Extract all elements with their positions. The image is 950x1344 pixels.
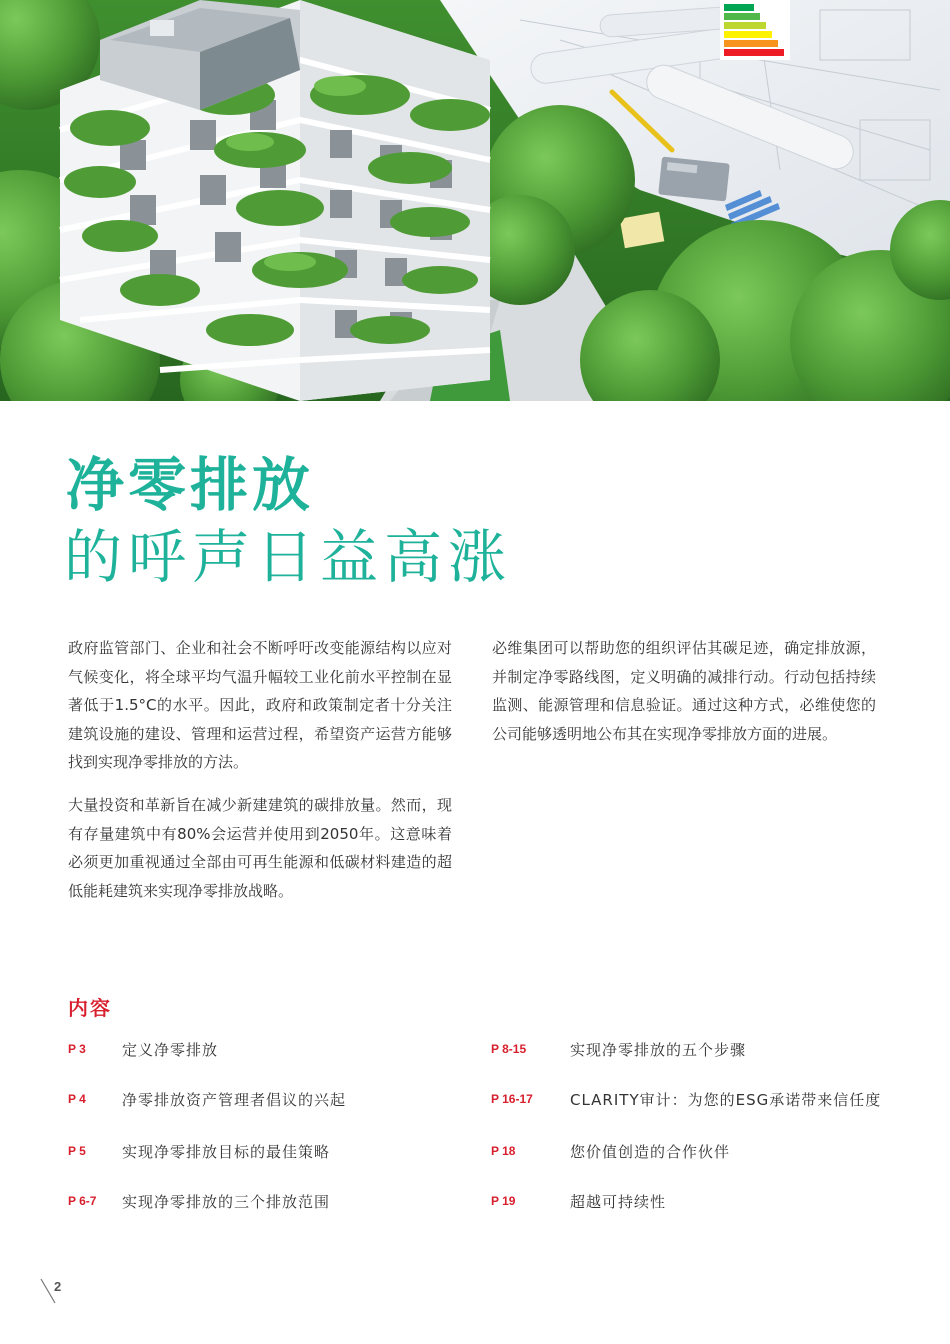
toc-item[interactable] (68, 1036, 218, 1062)
toc-label: 实现净零排放目标的最佳策略 (122, 1142, 331, 1161)
toc-page-number: P 16-17 (491, 1092, 533, 1106)
toc-page-number: P 8-15 (491, 1042, 527, 1056)
toc-page-number: P 19 (491, 1194, 516, 1208)
body-paragraph: 政府监管部门、企业和社会不断呼吁改变能源结构以应对气候变化，将全球平均气温升幅较工业化前水平控制在显著低于1.5°C的水平。因此，政府和政策制定者十分关注建筑设施的建设、管理和运营过程，希望资产运营方能够找到实现净零排放的方法。 (68, 639, 452, 772)
toc-label: 您价值创造的合作伙伴 (570, 1142, 731, 1161)
toc-item[interactable] (68, 1138, 330, 1164)
toc-item[interactable] (491, 1036, 746, 1062)
body-paragraph: 大量投资和革新旨在减少新建建筑的碳排放量。然而，现有存量建筑中有80%会运营并使用到2050年。这意味着必须更加重视通过全部由可再生能源和低碳材料建造的超低能耗建筑来实现净零排放战略。 (68, 795, 452, 900)
toc-page-number: P 3 (68, 1042, 86, 1056)
toc-item[interactable] (68, 1086, 346, 1112)
headline-line-1: 净零排放 (66, 451, 315, 519)
toc-item[interactable] (491, 1188, 666, 1214)
body-paragraph: 必维集团可以帮助您的组织评估其碳足迹，确定排放源，并制定净零路线图，定义明确的减排行动。行动包括持续监测、能源管理和信息验证。通过这种方式，必维使您的公司能够透明地公布其在实现净零排放方面的进展。 (492, 639, 876, 743)
toc-page-number: P 18 (491, 1144, 516, 1158)
body-column-right (492, 634, 876, 762)
headline-line-2: 的呼声日益高涨 (64, 523, 513, 591)
toc-page-number: P 5 (68, 1144, 86, 1158)
page-number: 2 (54, 1279, 62, 1294)
toc-label: 超越可持续性 (570, 1192, 667, 1211)
toc-label: 实现净零排放的三个排放范围 (122, 1192, 331, 1211)
toc-label: 定义净零排放 (122, 1040, 219, 1059)
toc-item[interactable] (491, 1086, 881, 1112)
toc-label: 净零排放资产管理者倡议的兴起 (122, 1090, 347, 1109)
body-column-left (68, 634, 452, 919)
toc-page-number: P 4 (68, 1092, 86, 1106)
contents-title: 内容 (68, 996, 112, 1020)
toc-item[interactable] (68, 1188, 330, 1214)
toc-page-number: P 6-7 (68, 1194, 97, 1208)
toc-label: CLARITY审计：为您的ESG承诺带来信任度 (570, 1090, 882, 1109)
toc-item[interactable] (491, 1138, 730, 1164)
toc-label: 实现净零排放的五个步骤 (570, 1040, 747, 1059)
hero-image (0, 0, 950, 401)
